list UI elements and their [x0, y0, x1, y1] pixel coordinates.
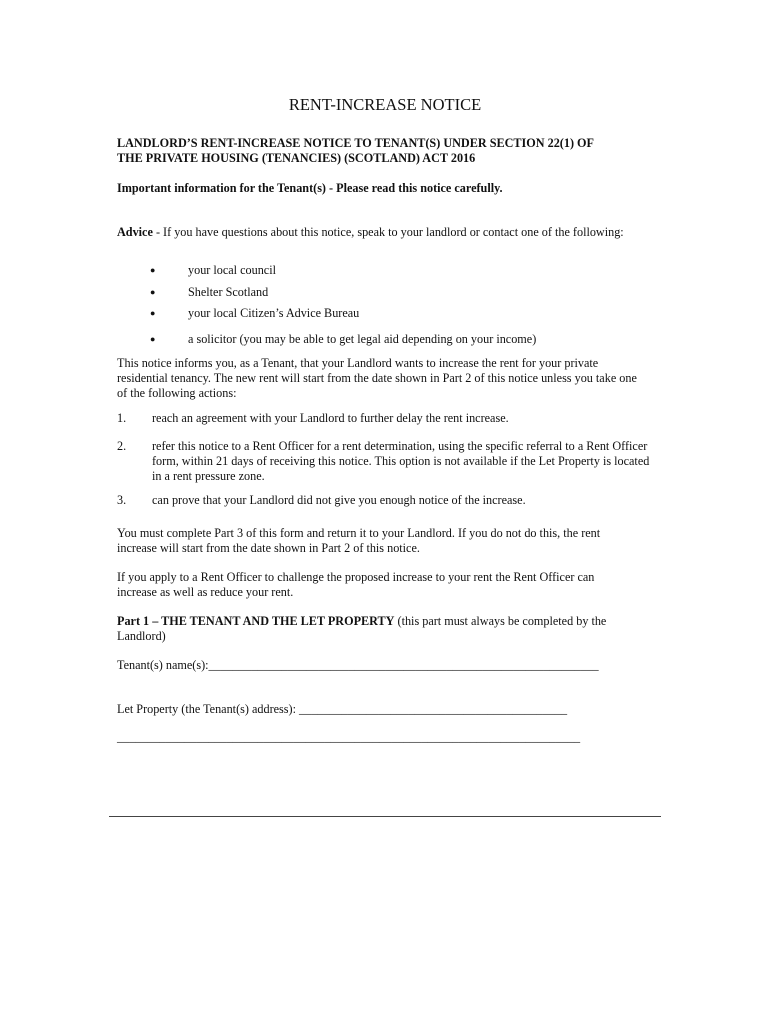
- contact-solicitor: a solicitor (you may be able to get legal aid depending on your income): [188, 332, 537, 346]
- contact-council: your local council: [188, 263, 276, 277]
- divider: [109, 816, 661, 817]
- tenant-name-field[interactable]: [117, 658, 657, 673]
- let-property-label: Let Property (the Tenant(s) address):: [117, 702, 300, 716]
- address-line-field[interactable]: ____________________________________________________________________________: [117, 730, 581, 744]
- part1-heading-paragraph: [117, 614, 652, 644]
- action-number: 1.: [117, 411, 127, 425]
- page-title: RENT-INCREASE NOTICE: [288, 95, 482, 114]
- contact-cab: your local Citizen’s Advice Bureau: [188, 306, 360, 320]
- let-property-blank[interactable]: ____________________________________________: [299, 702, 568, 716]
- advice-paragraph: [117, 225, 657, 240]
- subtitle-line-1: LANDLORD’S RENT-INCREASE NOTICE TO TENANT(S) UNDER SECTION 22(1) OF: [117, 136, 594, 150]
- intro-paragraph: This notice informs you, as a Tenant, that your Landlord wants to increase the rent for your private residential tenancy. The new rent will start from the date shown in Part 2 of this notice unless you take one of the following actions:: [117, 356, 637, 400]
- contact-shelter: Shelter Scotland: [188, 285, 269, 299]
- bullet-icon: ●: [150, 287, 156, 297]
- action-text: refer this notice to a Rent Officer for a rent determination, using the specific referral to a Rent Officer form, within 21 days of receiving this notice. This option is not available if the Let Property is located in a rent pressure zone.: [152, 439, 650, 483]
- action-number: 2.: [117, 439, 127, 453]
- subtitle-line-2: THE PRIVATE HOUSING (TENANCIES) (SCOTLAND) ACT 2016: [117, 151, 476, 165]
- part1-heading: Part 1 – THE TENANT AND THE LET PROPERTY: [117, 614, 395, 628]
- bullet-icon: ●: [150, 265, 156, 275]
- advice-text: - If you have questions about this notice, speak to your landlord or contact one of the following:: [152, 225, 624, 239]
- action-text: reach an agreement with your Landlord to further delay the rent increase.: [152, 411, 509, 425]
- bullet-icon: ●: [150, 334, 156, 344]
- complete-part3-paragraph: You must complete Part 3 of this form and return it to your Landlord. If you do not do this, the rent increase will start from the date shown in Part 2 of this notice.: [117, 526, 601, 555]
- action-text: can prove that your Landlord did not give you enough notice of the increase.: [152, 493, 526, 507]
- action-number: 3.: [117, 493, 127, 507]
- important-info: Important information for the Tenant(s) - Please read this notice carefully.: [117, 181, 503, 195]
- advice-label: Advice: [117, 225, 153, 239]
- part1-note: (this part must always be completed by the Landlord): [117, 614, 607, 643]
- bullet-icon: ●: [150, 308, 156, 318]
- tenant-name-label: Tenant(s) name(s):: [117, 658, 209, 672]
- let-property-field[interactable]: [117, 702, 657, 717]
- tenant-name-blank[interactable]: ________________________________________________________________: [208, 658, 599, 672]
- rent-officer-paragraph: If you apply to a Rent Officer to challenge the proposed increase to your rent the Rent Officer can increase as well as reduce your rent.: [117, 570, 595, 599]
